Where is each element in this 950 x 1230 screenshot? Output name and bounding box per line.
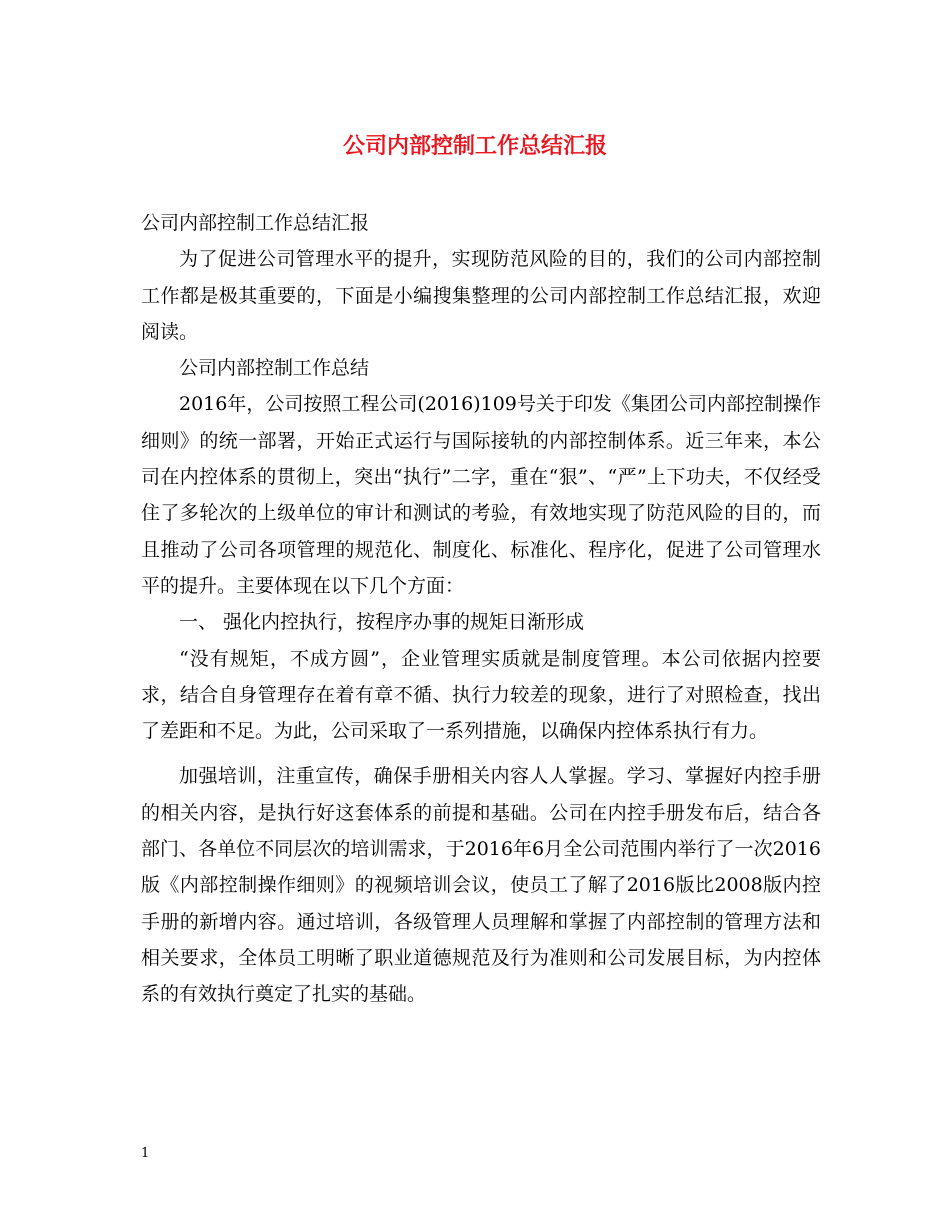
document-body: [141, 205, 821, 1013]
page-number: 1: [141, 1146, 150, 1161]
paragraph: 公司内部控制工作总结汇报: [141, 212, 370, 234]
section-heading: 一、 强化内控执行，按程序办事的规矩日渐形成: [179, 611, 585, 634]
document-title: 公司内部控制工作总结汇报: [342, 133, 607, 159]
paragraph: 加强培训，注重宣传，确保手册相关内容人人掌握。学习、掌握好内控手册的相关内容，是执行好这套体系的前提和基础。公司在内控手册发布后，结合各部门、各单位不同层次的培训需求，于2016年6月全公司范围内举行了一次2016版《内部控制操作细则》的视频培训会议，使员工了解了2016版比2008版内控手册的新增内容。通过培训，各级管理人员理解和掌握了内部控制的管理方法和相关要求，全体员工明晰了职业道德规范及行为准则和公司发展目标，为内控体系的有效执行奠定了扎实的基础。: [141, 765, 821, 1006]
paragraph: 为了促进公司管理水平的提升，实现防范风险的目的，我们的公司内部控制工作都是极其重要的，下面是小编搜集整理的公司内部控制工作总结汇报，欢迎阅读。: [141, 248, 821, 343]
paragraph: 2016年，公司按照工程公司(2016)109号关于印发《集团公司内部控制操作细则》的统一部署，开始正式运行与国际接轨的内部控制体系。近三年来，本公司在内控体系的贯彻上，突出“执行”二字，重在“狠”、“严”上下功夫，不仅经受住了多轮次的上级单位的审计和测试的考验，有效地实现了防范风险的目的，而且推动了公司各项管理的规范化、制度化、标准化、程序化，促进了公司管理水平的提升。主要体现在以下几个方面：: [141, 393, 821, 597]
paragraph: “没有规矩，不成方圆”，企业管理实质就是制度管理。本公司依据内控要求，结合自身管理存在着有章不循、执行力较差的现象，进行了对照检查，找出了差距和不足。为此，公司采取了一系列措施，以确保内控体系执行有力。: [141, 647, 821, 743]
section-heading: 公司内部控制工作总结: [179, 357, 370, 380]
